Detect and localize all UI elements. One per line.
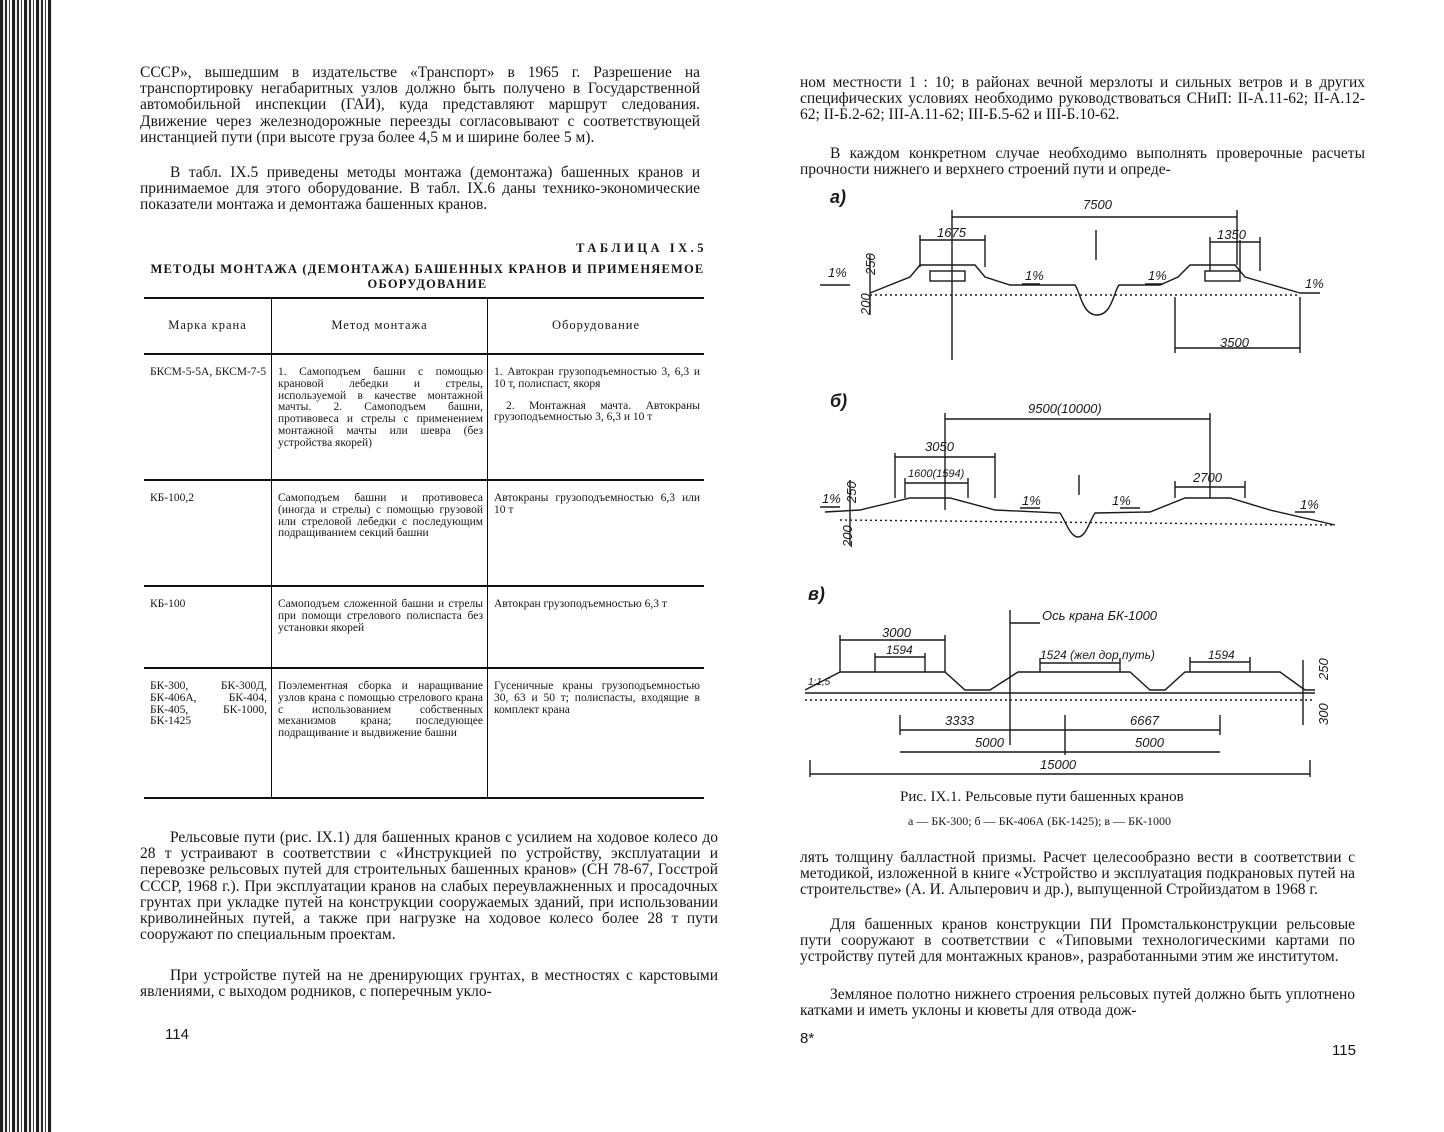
fig-c-rail-gauge: 1524 (жел дор путь) <box>1040 648 1155 662</box>
fig-c-total: 15000 <box>1040 757 1077 772</box>
table-title: МЕТОДЫ МОНТАЖА (ДЕМОНТАЖА) БАШЕННЫХ КРАНОВ И ПРИМЕНЯЕМОЕ ОБОРУДОВАНИЕ <box>150 262 705 291</box>
fig-a-slope-2: 1% <box>1025 268 1044 283</box>
signature-mark: 8* <box>800 1030 815 1047</box>
fig-c-dim-3: 5000 <box>975 735 1004 750</box>
fig-a-slope-3: 1% <box>1148 268 1167 283</box>
fig-b-span: 9500(10000) <box>1028 401 1102 416</box>
fig-c-height-1: 250 <box>1316 658 1331 680</box>
cell-method: Самоподъем сложенной башни и стрелы при помощи стрелового полиспаста без установки якорей <box>272 586 488 668</box>
table-row <box>144 586 704 668</box>
left-paragraph-2: В табл. IX.5 приведены методы монтажа (демонтажа) башенных кранов и принимаемое для этого оборудование. В табл. IX.6 даны технико-экономические показатели монтажа и демонтажа башенных кранов. <box>140 164 700 214</box>
fig-b-slope-3: 1% <box>1112 493 1131 508</box>
fig-b-inner: 1600(1594) <box>908 468 965 480</box>
figure-a-label: а) <box>830 187 847 207</box>
left-paragraph-4: При устройстве путей на не дренирующих грунтах, в местностях с карстовыми явлениями, с выходом родников, с поперечным укло- <box>140 967 718 1001</box>
cell-mark: БКСМ-5-5А, БКСМ-7-5 <box>144 354 272 480</box>
right-paragraph-4: Для башенных кранов конструкции ПИ Промстальконструкции рельсовые пути сооружают в соответствии с «Типовыми технологическими картами по устройству путей для монтажных кранов», разработанными этим же институтом. <box>800 916 1355 966</box>
figure-subcaption: а — БК-300; б — БК-406А (БК-1425); в — БК-1000 <box>908 814 1171 828</box>
header-mount-method: Метод монтажа <box>272 298 488 354</box>
table-row <box>144 480 704 586</box>
cell-method: Самоподъем башни и противовеса (иногда и стрелы) с помощью грузовой или стреловой лебедки с последующим подращиванием секций башни <box>272 480 488 586</box>
fig-c-width-1: 3000 <box>882 625 911 640</box>
fig-a-base: 3500 <box>1220 335 1249 350</box>
table-row <box>144 354 704 480</box>
fig-b-slope-1: 1% <box>822 491 841 506</box>
fig-c-axis: Ось крана БК-1000 <box>1042 608 1158 623</box>
cell-equipment <box>488 354 705 480</box>
fig-c-gauge-2: 1594 <box>1208 648 1235 662</box>
fig-a-height-2: 200 <box>858 293 873 315</box>
figure-b-label: б) <box>830 391 848 411</box>
fig-c-height-2: 300 <box>1316 703 1331 725</box>
fig-a-height-1: 250 <box>863 253 878 275</box>
figure-caption: Рис. IX.1. Рельсовые пути башенных кранов <box>900 789 1184 805</box>
cell-equipment: Автокран грузоподъемностью 6,3 т <box>488 586 705 668</box>
fig-c-gauge-1: 1594 <box>886 643 913 657</box>
cell-equipment: Гусеничные краны грузоподъемностью 30, 63 и 50 т; полиспасты, входящие в комплект крана <box>488 668 705 798</box>
header-equipment: Оборудование <box>488 298 705 354</box>
book-binding <box>0 0 52 1132</box>
fig-c-dim-1: 3333 <box>945 713 974 728</box>
fig-b-width: 3050 <box>925 439 954 454</box>
fig-a-span: 7500 <box>1083 197 1112 212</box>
cell-mark: БК-300, БК-300Д, БК-406А, БК-404, БК-405, БК-1000, БК-1425 <box>144 668 272 798</box>
table-row <box>144 668 704 798</box>
fig-a-left-ballast: 1675 <box>937 225 966 240</box>
cell-equipment: Автокраны грузоподъемностью 6,3 или 10 т <box>488 480 705 586</box>
right-paragraph-2: В каждом конкретном случае необходимо выполнять проверочные расчеты прочности нижнего и верхнего строений пути и опреде- <box>800 145 1365 179</box>
table-header-row <box>144 298 704 354</box>
equipment-line-1: 1. Автокран грузоподъемностью 3, 6,3 и 10 т, полиспаст, якоря <box>494 366 700 390</box>
fig-b-slope-4: 1% <box>1300 497 1319 512</box>
fig-b-height-2: 200 <box>840 525 855 547</box>
fig-a-slope-1: 1% <box>828 265 847 280</box>
left-paragraph-1: СССР», вышедшим в издательстве «Транспорт» в 1965 г. Разрешение на транспортировку негабаритных узлов должно быть получено в Государственной автомобильной инспекции (ГАИ), куда представляют маршрут следования. Движение через железнодорожные переезды согласовывают с соответствующей инстанцией пути (при высоте груза более 4,5 м и ширине более 5 м). <box>140 64 700 146</box>
fig-a-right-ballast: 1350 <box>1217 227 1246 242</box>
cell-method: 1. Самоподъем башни с помощью крановой лебедки и стрелы, используемой в качестве монтажной мачты. 2. Самоподъем башни, противовеса и стрелы с применением монтажной мачты или шевра (без устройства якорей) <box>272 354 488 480</box>
figure-c-label: в) <box>808 584 825 604</box>
equipment-line-2: 2. Монтажная мачта. Автокраны грузоподъемностью 3, 6,3 и 10 т <box>494 399 700 424</box>
left-paragraph-3: Рельсовые пути (рис. IX.1) для башенных кранов с усилием на ходовое колесо до 28 т устраивают в соответствии с «Инструкцией по устройству, эксплуатации и перевозке рельсовых путей для строительных башенных кранов» (СН 78-67, Госстрой СССР, 1968 г.). При эксплуатации кранов на слабых переувлажненных и просадочных грунтах при укладке путей на конструкции сооружаемых зданий, при использовании криволинейных путей, а также при нагрузке на ходовое колесо более 28 т пути сооружают по специальным проектам. <box>140 829 718 944</box>
left-page <box>140 0 718 1132</box>
figure-b-profile <box>820 413 1335 545</box>
fig-b-height-1: 250 <box>844 481 859 503</box>
right-page-number: 115 <box>1332 1042 1356 1059</box>
header-crane-mark: Марка крана <box>144 298 272 354</box>
fig-c-dim-4: 5000 <box>1135 735 1164 750</box>
cell-mark: КБ-100,2 <box>144 480 272 586</box>
fig-c-dim-2: 6667 <box>1130 713 1159 728</box>
fig-a-slope-4: 1% <box>1305 276 1324 291</box>
table-label: ТАБЛИЦА IX.5 <box>576 241 707 255</box>
right-paragraph-5: Земляное полотно нижнего строения рельсовых путей должно быть уплотнено катками и иметь уклоны и кюветы для отвода дож- <box>800 986 1355 1020</box>
cell-method: Поэлементная сборка и наращивание узлов крана с помощью стрелового крана с использованием собственных механизмов крана; последующее подращивание и выдвижение башни <box>272 668 488 798</box>
mounting-methods-table <box>144 297 704 799</box>
right-paragraph-1: ном местности 1 : 10; в районах вечной мерзлоты и сильных ветров и в других специфических условиях необходимо руководствоваться СНиП: II-А.11-62; II-А.12-62; II-Б.2-62; III-А.11-62; III-Б.5-62 и III-Б.10-62. <box>800 74 1365 124</box>
rail-track-figure <box>800 185 1345 780</box>
left-page-number: 114 <box>165 1026 189 1043</box>
fig-b-right: 2700 <box>1193 470 1222 485</box>
fig-c-slope: 1:1,5 <box>808 677 831 688</box>
cell-mark: КБ-100 <box>144 586 272 668</box>
right-paragraph-3: лять толщину балластной призмы. Расчет целесообразно вести в соответствии с методикой, изложенной в книге «Устройство и эксплуатация подкрановых путей на строительстве» (А. И. Альперович и др.), выпущенной Стройиздатом в 1968 г. <box>800 849 1355 899</box>
fig-b-slope-2: 1% <box>1022 493 1041 508</box>
